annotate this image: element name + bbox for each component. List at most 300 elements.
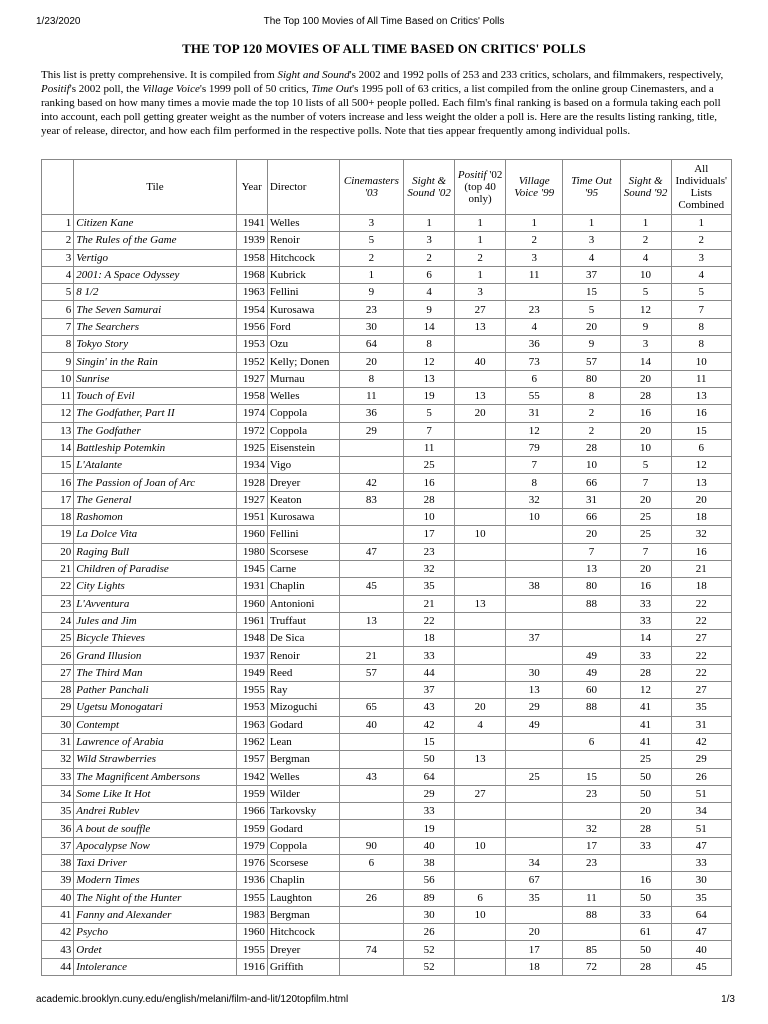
time-out-cell: 15 (563, 768, 620, 785)
year-cell: 1956 (236, 318, 267, 335)
table-row (42, 785, 732, 802)
sight-sound-92-cell: 33 (620, 647, 671, 664)
sight-sound-92-cell: 28 (620, 958, 671, 975)
cinemasters-cell: 64 (339, 336, 404, 353)
rank-cell: 31 (42, 733, 74, 750)
director-cell: Bergman (267, 751, 339, 768)
header-sight-sound-02: Sight & Sound '02 (404, 160, 455, 215)
time-out-cell (563, 803, 620, 820)
table-row (42, 820, 732, 837)
time-out-cell: 13 (563, 560, 620, 577)
year-cell: 1959 (236, 785, 267, 802)
sight-sound-92-cell: 50 (620, 941, 671, 958)
sight-sound-92-cell: 61 (620, 924, 671, 941)
table-row (42, 370, 732, 387)
time-out-cell: 10 (563, 457, 620, 474)
intro-source-sight-and-sound: Sight and Sound (277, 69, 350, 81)
village-voice-cell: 20 (506, 924, 563, 941)
positif-cell (455, 682, 506, 699)
positif-cell: 13 (455, 318, 506, 335)
title-cell: Jules and Jim (74, 612, 236, 629)
title-cell: Children of Paradise (74, 560, 236, 577)
rank-cell: 13 (42, 422, 74, 439)
positif-cell (455, 768, 506, 785)
director-cell: Keaton (267, 491, 339, 508)
header-all-lists: All Individuals' Lists Combined (671, 160, 731, 215)
rank-cell: 27 (42, 664, 74, 681)
time-out-cell: 49 (563, 664, 620, 681)
rank-cell: 6 (42, 301, 74, 318)
village-voice-cell: 25 (506, 768, 563, 785)
positif-cell (455, 370, 506, 387)
positif-cell: 13 (455, 751, 506, 768)
sight-sound-02-cell: 13 (404, 370, 455, 387)
director-cell: Murnau (267, 370, 339, 387)
year-cell: 1960 (236, 924, 267, 941)
time-out-cell: 66 (563, 474, 620, 491)
sight-sound-02-cell: 33 (404, 647, 455, 664)
intro-source-positif: Positif (41, 83, 70, 95)
sight-sound-92-cell: 10 (620, 266, 671, 283)
title-cell: L'Avventura (74, 595, 236, 612)
sight-sound-92-cell: 14 (620, 353, 671, 370)
sight-sound-92-cell: 9 (620, 318, 671, 335)
sight-sound-02-cell: 5 (404, 405, 455, 422)
director-cell: Welles (267, 387, 339, 404)
rank-cell: 26 (42, 647, 74, 664)
title-cell: City Lights (74, 578, 236, 595)
rank-cell: 32 (42, 751, 74, 768)
village-voice-cell (506, 284, 563, 301)
cinemasters-cell (339, 906, 404, 923)
all-lists-cell: 45 (671, 958, 731, 975)
positif-cell (455, 854, 506, 871)
time-out-cell (563, 716, 620, 733)
sight-sound-92-cell: 10 (620, 439, 671, 456)
positif-cell (455, 630, 506, 647)
table-row (42, 266, 732, 283)
time-out-cell: 85 (563, 941, 620, 958)
title-cell: The Seven Samurai (74, 301, 236, 318)
sight-sound-02-cell: 25 (404, 457, 455, 474)
all-lists-cell: 33 (671, 854, 731, 871)
village-voice-cell (506, 837, 563, 854)
time-out-cell: 15 (563, 284, 620, 301)
cinemasters-cell (339, 457, 404, 474)
sight-sound-02-cell: 8 (404, 336, 455, 353)
all-lists-cell: 30 (671, 872, 731, 889)
year-cell: 1928 (236, 474, 267, 491)
rank-cell: 18 (42, 509, 74, 526)
title-cell: L'Atalante (74, 457, 236, 474)
intro-text-5: 's 1995 poll of 63 critics, a list compiled from the online group Cinemasters, and a ranking based on how many times a movie made the top 10 lists of all 500+ people polled. Each film's final ranking is based on a formula taking each poll into account, each poll getting greater weight as the number of voters increase and less weight the older a poll is. Here are the results listing ranking, title, year of release, director, and how each film performed in the respective polls. Note that ties appear frequently among individual polls. (41, 83, 721, 137)
year-cell: 1942 (236, 768, 267, 785)
sight-sound-92-cell: 20 (620, 422, 671, 439)
positif-cell (455, 941, 506, 958)
rank-cell: 9 (42, 353, 74, 370)
header-sight-sound-92: Sight & Sound '92 (620, 160, 671, 215)
village-voice-cell: 67 (506, 872, 563, 889)
director-cell: Welles (267, 215, 339, 232)
time-out-cell: 72 (563, 958, 620, 975)
sight-sound-02-cell: 19 (404, 387, 455, 404)
village-voice-cell (506, 785, 563, 802)
village-voice-cell (506, 803, 563, 820)
director-cell: Kurosawa (267, 509, 339, 526)
rank-cell: 11 (42, 387, 74, 404)
table-row (42, 474, 732, 491)
cinemasters-cell: 2 (339, 249, 404, 266)
director-cell: Bergman (267, 906, 339, 923)
sight-sound-92-cell: 28 (620, 387, 671, 404)
table-row (42, 854, 732, 871)
rank-cell: 15 (42, 457, 74, 474)
rank-cell: 22 (42, 578, 74, 595)
cinemasters-cell: 6 (339, 854, 404, 871)
year-cell: 1958 (236, 249, 267, 266)
year-cell: 1957 (236, 751, 267, 768)
sight-sound-02-cell: 7 (404, 422, 455, 439)
table-row (42, 439, 732, 456)
year-cell: 1948 (236, 630, 267, 647)
sight-sound-02-cell: 16 (404, 474, 455, 491)
time-out-cell: 88 (563, 906, 620, 923)
title-cell: Modern Times (74, 872, 236, 889)
sight-sound-92-cell: 28 (620, 820, 671, 837)
sight-sound-92-cell: 20 (620, 803, 671, 820)
director-cell: Chaplin (267, 872, 339, 889)
village-voice-cell (506, 733, 563, 750)
all-lists-cell: 13 (671, 387, 731, 404)
rank-cell: 42 (42, 924, 74, 941)
rank-cell: 40 (42, 889, 74, 906)
print-date: 1/23/2020 (36, 16, 81, 27)
director-cell: Godard (267, 820, 339, 837)
table-row (42, 301, 732, 318)
table-row (42, 872, 732, 889)
year-cell: 1936 (236, 872, 267, 889)
positif-cell: 2 (455, 249, 506, 266)
header-positif (455, 160, 506, 215)
rank-cell: 25 (42, 630, 74, 647)
sight-sound-92-cell: 3 (620, 336, 671, 353)
all-lists-cell: 10 (671, 353, 731, 370)
village-voice-cell: 32 (506, 491, 563, 508)
title-cell: La Dolce Vita (74, 526, 236, 543)
all-lists-cell: 6 (671, 439, 731, 456)
cinemasters-cell: 45 (339, 578, 404, 595)
village-voice-cell: 17 (506, 941, 563, 958)
all-lists-cell: 31 (671, 716, 731, 733)
intro-source-village-voice: Village Voice (142, 83, 200, 95)
year-cell: 1925 (236, 439, 267, 456)
time-out-cell: 31 (563, 491, 620, 508)
sight-sound-02-cell: 1 (404, 215, 455, 232)
sight-sound-02-cell: 3 (404, 232, 455, 249)
time-out-cell: 20 (563, 318, 620, 335)
cinemasters-cell: 40 (339, 716, 404, 733)
cinemasters-cell (339, 872, 404, 889)
header-cinemasters: Cinemasters '03 (339, 160, 404, 215)
intro-text-2: 's 2002 and 1992 polls of 253 and 233 critics, scholars, and filmmakers, respectively, (349, 69, 724, 81)
sight-sound-02-cell: 21 (404, 595, 455, 612)
year-cell: 1952 (236, 353, 267, 370)
village-voice-cell: 30 (506, 664, 563, 681)
cinemasters-cell (339, 560, 404, 577)
year-cell: 1960 (236, 526, 267, 543)
title-cell: Apocalypse Now (74, 837, 236, 854)
positif-cell: 10 (455, 526, 506, 543)
table-row (42, 716, 732, 733)
village-voice-cell: 7 (506, 457, 563, 474)
sight-sound-92-cell: 16 (620, 405, 671, 422)
director-cell: Hitchcock (267, 249, 339, 266)
cinemasters-cell: 90 (339, 837, 404, 854)
director-cell: Antonioni (267, 595, 339, 612)
title-cell: The Godfather, Part II (74, 405, 236, 422)
title-cell: The Magnificent Ambersons (74, 768, 236, 785)
village-voice-cell: 6 (506, 370, 563, 387)
positif-cell (455, 578, 506, 595)
director-cell: Ford (267, 318, 339, 335)
village-voice-cell: 79 (506, 439, 563, 456)
rank-cell: 44 (42, 958, 74, 975)
director-cell: Fellini (267, 284, 339, 301)
sight-sound-02-cell: 9 (404, 301, 455, 318)
cinemasters-cell (339, 509, 404, 526)
cinemasters-cell: 65 (339, 699, 404, 716)
intro-paragraph (41, 68, 731, 138)
village-voice-cell: 2 (506, 232, 563, 249)
sight-sound-92-cell: 50 (620, 768, 671, 785)
sight-sound-92-cell: 5 (620, 284, 671, 301)
rank-cell: 8 (42, 336, 74, 353)
year-cell: 1959 (236, 820, 267, 837)
director-cell: Ray (267, 682, 339, 699)
table-row (42, 595, 732, 612)
director-cell: Vigo (267, 457, 339, 474)
sight-sound-92-cell: 33 (620, 906, 671, 923)
sight-sound-92-cell: 4 (620, 249, 671, 266)
sight-sound-92-cell: 41 (620, 699, 671, 716)
title-cell: Citizen Kane (74, 215, 236, 232)
header-positif-note: '02 (top 40 only) (464, 169, 503, 205)
year-cell: 1958 (236, 387, 267, 404)
print-footer (0, 994, 768, 1008)
village-voice-cell: 12 (506, 422, 563, 439)
cinemasters-cell (339, 439, 404, 456)
positif-cell: 1 (455, 266, 506, 283)
positif-cell (455, 560, 506, 577)
positif-cell (455, 509, 506, 526)
year-cell: 1934 (236, 457, 267, 474)
sight-sound-92-cell: 33 (620, 612, 671, 629)
time-out-cell: 23 (563, 785, 620, 802)
director-cell: Dreyer (267, 474, 339, 491)
table-row (42, 941, 732, 958)
sight-sound-02-cell: 19 (404, 820, 455, 837)
sight-sound-92-cell: 33 (620, 837, 671, 854)
year-cell: 1976 (236, 854, 267, 871)
director-cell: Coppola (267, 405, 339, 422)
cinemasters-cell: 42 (339, 474, 404, 491)
table-row (42, 284, 732, 301)
director-cell: Scorsese (267, 854, 339, 871)
village-voice-cell: 11 (506, 266, 563, 283)
rank-cell: 10 (42, 370, 74, 387)
all-lists-cell: 47 (671, 837, 731, 854)
sight-sound-02-cell: 29 (404, 785, 455, 802)
sight-sound-02-cell: 56 (404, 872, 455, 889)
sight-sound-92-cell: 41 (620, 733, 671, 750)
cinemasters-cell: 11 (339, 387, 404, 404)
positif-cell (455, 422, 506, 439)
title-cell: Pather Panchali (74, 682, 236, 699)
all-lists-cell: 3 (671, 249, 731, 266)
all-lists-cell: 47 (671, 924, 731, 941)
year-cell: 1955 (236, 941, 267, 958)
sight-sound-92-cell: 25 (620, 751, 671, 768)
sight-sound-92-cell: 16 (620, 578, 671, 595)
village-voice-cell: 34 (506, 854, 563, 871)
cinemasters-cell: 5 (339, 232, 404, 249)
time-out-cell: 2 (563, 405, 620, 422)
year-cell: 1931 (236, 578, 267, 595)
title-cell: Wild Strawberries (74, 751, 236, 768)
year-cell: 1983 (236, 906, 267, 923)
cinemasters-cell: 47 (339, 543, 404, 560)
positif-cell: 20 (455, 405, 506, 422)
sight-sound-02-cell: 30 (404, 906, 455, 923)
rank-cell: 20 (42, 543, 74, 560)
rank-cell: 5 (42, 284, 74, 301)
village-voice-cell: 73 (506, 353, 563, 370)
director-cell: Ozu (267, 336, 339, 353)
sight-sound-92-cell: 12 (620, 301, 671, 318)
table-row (42, 249, 732, 266)
table-row (42, 526, 732, 543)
sight-sound-02-cell: 28 (404, 491, 455, 508)
title-cell: 2001: A Space Odyssey (74, 266, 236, 283)
year-cell: 1960 (236, 595, 267, 612)
time-out-cell (563, 872, 620, 889)
year-cell: 1945 (236, 560, 267, 577)
all-lists-cell: 34 (671, 803, 731, 820)
all-lists-cell: 51 (671, 785, 731, 802)
all-lists-cell: 26 (671, 768, 731, 785)
village-voice-cell: 23 (506, 301, 563, 318)
all-lists-cell: 1 (671, 215, 731, 232)
title-cell: The Third Man (74, 664, 236, 681)
village-voice-cell: 49 (506, 716, 563, 733)
table-row (42, 664, 732, 681)
cinemasters-cell (339, 630, 404, 647)
all-lists-cell: 4 (671, 266, 731, 283)
title-cell: The General (74, 491, 236, 508)
sight-sound-02-cell: 38 (404, 854, 455, 871)
sight-sound-92-cell: 50 (620, 889, 671, 906)
title-cell: Singin' in the Rain (74, 353, 236, 370)
director-cell: Coppola (267, 837, 339, 854)
title-cell: Ugetsu Monogatari (74, 699, 236, 716)
time-out-cell: 1 (563, 215, 620, 232)
village-voice-cell: 35 (506, 889, 563, 906)
sight-sound-92-cell: 16 (620, 872, 671, 889)
director-cell: Fellini (267, 526, 339, 543)
page-title: THE TOP 120 MOVIES OF ALL TIME BASED ON CRITICS' POLLS (182, 41, 586, 56)
time-out-cell: 3 (563, 232, 620, 249)
year-cell: 1927 (236, 491, 267, 508)
sight-sound-92-cell (620, 854, 671, 871)
sight-sound-02-cell: 32 (404, 560, 455, 577)
rank-cell: 7 (42, 318, 74, 335)
all-lists-cell: 13 (671, 474, 731, 491)
year-cell: 1937 (236, 647, 267, 664)
rank-cell: 33 (42, 768, 74, 785)
rank-cell: 36 (42, 820, 74, 837)
table-row (42, 560, 732, 577)
positif-cell (455, 336, 506, 353)
cinemasters-cell (339, 924, 404, 941)
title-cell: Some Like It Hot (74, 785, 236, 802)
sight-sound-92-cell: 20 (620, 560, 671, 577)
cinemasters-cell: 36 (339, 405, 404, 422)
all-lists-cell: 8 (671, 336, 731, 353)
all-lists-cell: 32 (671, 526, 731, 543)
all-lists-cell: 29 (671, 751, 731, 768)
title-cell: Raging Bull (74, 543, 236, 560)
table-row (42, 906, 732, 923)
village-voice-cell: 29 (506, 699, 563, 716)
positif-cell: 10 (455, 906, 506, 923)
title-cell: The Passion of Joan of Arc (74, 474, 236, 491)
all-lists-cell: 12 (671, 457, 731, 474)
year-cell: 1955 (236, 682, 267, 699)
cinemasters-cell: 43 (339, 768, 404, 785)
time-out-cell: 8 (563, 387, 620, 404)
all-lists-cell: 35 (671, 889, 731, 906)
time-out-cell: 49 (563, 647, 620, 664)
sight-sound-02-cell: 4 (404, 284, 455, 301)
time-out-cell: 32 (563, 820, 620, 837)
positif-cell (455, 820, 506, 837)
time-out-cell (563, 612, 620, 629)
village-voice-cell: 1 (506, 215, 563, 232)
time-out-cell: 28 (563, 439, 620, 456)
time-out-cell: 5 (563, 301, 620, 318)
rank-cell: 21 (42, 560, 74, 577)
rank-cell: 28 (42, 682, 74, 699)
positif-cell (455, 733, 506, 750)
rank-cell: 23 (42, 595, 74, 612)
all-lists-cell: 11 (671, 370, 731, 387)
director-cell: Lean (267, 733, 339, 750)
director-cell: Eisenstein (267, 439, 339, 456)
sight-sound-92-cell: 20 (620, 491, 671, 508)
table-body (42, 215, 732, 976)
table-row (42, 889, 732, 906)
title-cell: A bout de souffle (74, 820, 236, 837)
all-lists-cell: 27 (671, 630, 731, 647)
year-cell: 1927 (236, 370, 267, 387)
cinemasters-cell (339, 958, 404, 975)
sight-sound-02-cell: 40 (404, 837, 455, 854)
director-cell: Hitchcock (267, 924, 339, 941)
cinemasters-cell (339, 785, 404, 802)
table-row (42, 768, 732, 785)
year-cell: 1963 (236, 284, 267, 301)
cinemasters-cell (339, 526, 404, 543)
